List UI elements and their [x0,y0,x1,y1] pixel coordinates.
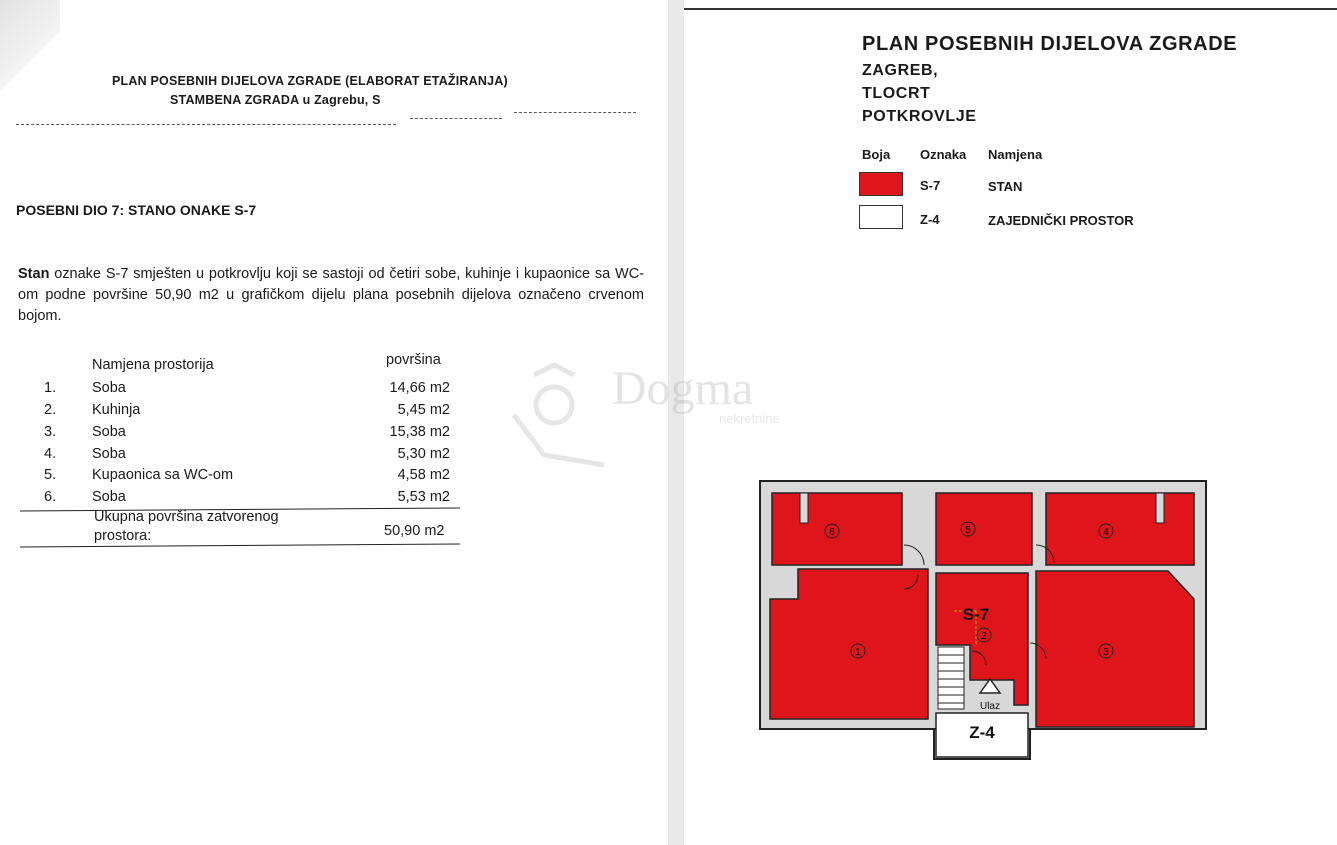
legend-swatch-red [859,172,903,196]
watermark [494,355,854,495]
row-number: 6. [44,489,57,505]
staircase [938,647,964,709]
row-area: 15,38 m2 [389,424,450,440]
legend-header-code: Oznaka [920,147,967,162]
total-value: 50,90 m2 [384,523,445,539]
drawing-type: TLOCRT [862,85,931,102]
row-number: 2. [44,402,57,418]
row-name: Soba [92,446,126,462]
room-4 [1046,493,1194,565]
table-header-name: Namjena prostorija [92,357,214,373]
para-bold-word: Stan [18,266,50,282]
header-dashed-line [410,118,502,119]
room-number-5: 5 [965,525,971,536]
row-number: 1. [44,380,57,396]
watermark-logo-icon [494,355,614,485]
description-paragraph [18,264,644,327]
room-number-6: 6 [829,527,835,538]
row-name: Kupaonica sa WC-om [92,467,234,483]
row-number: 3. [44,424,57,440]
legend-swatch-white [859,205,903,229]
watermark-text: Dogma [612,362,754,415]
row-area: 14,66 m2 [389,380,450,396]
watermark-subtext: nekretnine [719,411,780,426]
document-header-subtitle: STAMBENA ZGRADA u Zagrebu, S [170,93,381,107]
legend-use: STAN [988,179,1023,194]
legend-code: S-7 [920,178,941,193]
table-row [0,380,460,402]
table-row [0,467,460,489]
top-border-line [684,8,1337,10]
common-label: Z-4 [969,723,995,742]
entry-label: Ulaz [979,701,1001,712]
row-area: 5,45 m2 [397,402,450,418]
table-row [0,424,460,446]
row-name: Soba [92,489,126,505]
row-number: 5. [44,467,57,483]
room-number-4: 4 [1103,527,1109,538]
room-number-3: 3 [1103,647,1109,658]
header-dashed-line [16,124,396,125]
room-number-2: 2 [981,631,987,642]
room-6 [772,493,902,565]
table-header-area: površina [386,352,441,368]
row-area: 5,53 m2 [397,489,450,505]
floor-plan [758,475,1214,767]
legend-header-color: Boja [862,147,891,162]
legend-code: Z-4 [920,212,940,227]
total-label: Ukupna površina zatvorenog prostora: [94,509,279,544]
room-number-1: 1 [855,647,861,658]
room-3 [1036,571,1194,727]
table-row [0,402,460,424]
drawing-floor: POTKROVLJE [862,108,977,125]
page-fold-corner [0,0,60,120]
legend-use: ZAJEDNIČKI PROSTOR [988,213,1134,228]
room-5 [936,493,1032,565]
para-text: oznake S-7 smješten u potkrovlju koji se sastoji od četiri sobe, kuhinje i kupaonice sa WC-om podne površine 50,90 m2 u grafičkom dijelu plana posebnih dijelova označeno crvenom bojom. [18,266,644,324]
row-name: Kuhinja [92,402,141,418]
row-name: Soba [92,380,126,396]
row-number: 4. [44,446,57,462]
wall-niche [800,493,808,523]
drawing-location: ZAGREB, [862,62,939,79]
table-bottom-rule [20,543,460,547]
row-name: Soba [92,424,126,440]
header-dashed-line [514,112,636,113]
row-area: 4,58 m2 [397,467,450,483]
row-area: 5,30 m2 [397,446,450,462]
unit-label: S-7 [962,605,990,624]
legend-header-use: Namjena [988,147,1043,162]
drawing-title: PLAN POSEBNIH DIJELOVA ZGRADE [862,33,1238,55]
wall-niche [1156,493,1164,523]
section-title: POSEBNI DIO 7: STANO ONAKE S-7 [16,202,257,218]
document-header-title: PLAN POSEBNIH DIJELOVA ZGRADE (ELABORAT ETAŽIRANJA) [112,74,508,88]
table-row [0,446,460,468]
